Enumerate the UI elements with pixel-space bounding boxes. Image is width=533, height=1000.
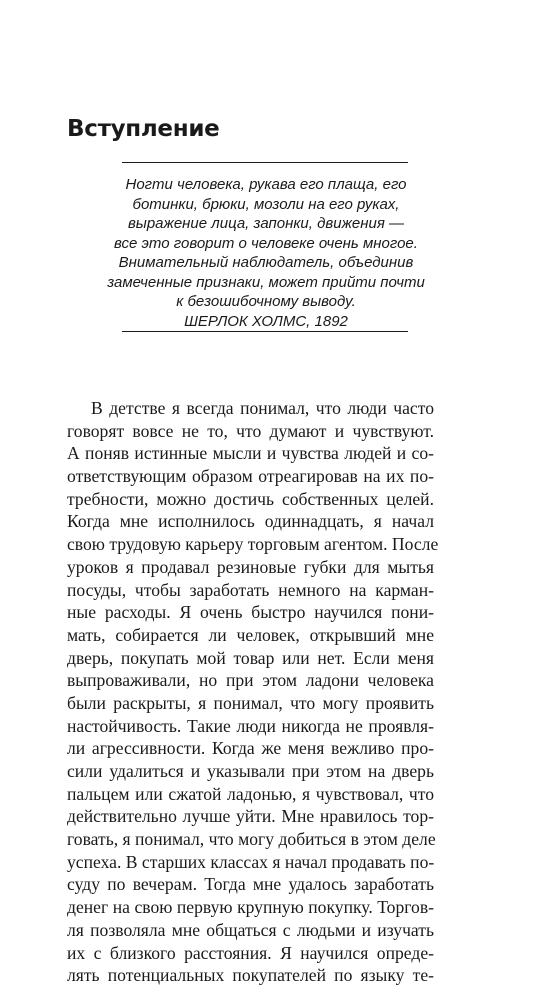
epigraph-line: замеченные признаки, может прийти почти	[107, 273, 425, 291]
body-line: лять потенциальных покупателей по языку те-	[67, 965, 434, 986]
epigraph	[100, 175, 432, 331]
body-line: В детстве я всегда понимал, что люди часто	[91, 398, 434, 418]
epigraph-attribution: ШЕРЛОК ХОЛМС, 1892	[184, 312, 348, 330]
body-line: требности, можно достичь собственных целей.	[67, 488, 434, 509]
body-line: ля позволяла мне общаться с людьми и изучать	[67, 919, 434, 940]
body-line: настойчивость. Такие люди никогда не проявля-	[67, 715, 434, 736]
body-line: Когда мне исполнилось одиннадцать, я начал	[67, 511, 434, 532]
body-line: А поняв истинные мысли и чувства людей и со-	[67, 443, 434, 464]
chapter-title: Вступление	[67, 116, 220, 142]
body-line: посуды, чтобы заработать немного на карман-	[67, 579, 434, 600]
body-line: суду по вечерам. Тогда мне удалось заработать	[67, 874, 434, 895]
body-line: говорят вовсе не то, что думают и чувствуют.	[67, 420, 434, 441]
body-line: денег на свою первую крупную покупку. Торгов-	[67, 897, 434, 918]
body-line: говать, я понимал, что могу добиться в этом деле	[67, 829, 436, 850]
epigraph-top-rule	[122, 162, 408, 163]
body-line: сили удалиться и указывали при этом на дверь	[67, 761, 434, 781]
body-line: ли агрессивности. Когда же меня вежливо про-	[67, 738, 434, 759]
epigraph-line: ботинки, брюки, мозоли на его руках,	[132, 195, 400, 213]
body-line: дверь, покупать мой товар или нет. Если меня	[67, 647, 434, 668]
body-paragraph	[67, 397, 439, 987]
body-line: действительно лучше уйти. Мне нравилось тор-	[67, 806, 434, 827]
epigraph-line: Ногти человека, рукава его плаща, его	[125, 176, 407, 193]
body-line: ответствующим образом отреагировав на их по-	[67, 466, 434, 487]
body-line: уроков я продавал резиновые губки для мытья	[67, 556, 434, 577]
body-line: успеха. В старших классах я начал продавать по-	[67, 851, 435, 872]
body-line: пальцем или сжатой ладонью, я чувствовал, что	[67, 783, 434, 804]
epigraph-line: к безошибочному выводу.	[176, 293, 356, 310]
epigraph-line: все это говорит о человеке очень многое.	[114, 234, 418, 252]
epigraph-line: Внимательный наблюдатель, объединив	[118, 254, 414, 271]
epigraph-line: выражение лица, запонки, движения —	[127, 215, 405, 232]
body-line: ные расходы. Я очень быстро научился пони-	[67, 602, 434, 623]
body-line: свою трудовую карьеру торговым агентом. После	[67, 534, 439, 555]
body-line: мать, собирается ли человек, открывший мне	[67, 624, 434, 645]
epigraph-bottom-rule	[122, 331, 408, 332]
body-line: выпроваживали, но при этом ладони человека	[67, 670, 434, 691]
body-line: их с близкого расстояния. Я научился опреде-	[67, 942, 434, 963]
body-line: были раскрыты, я понимал, что могу проявить	[67, 692, 434, 713]
